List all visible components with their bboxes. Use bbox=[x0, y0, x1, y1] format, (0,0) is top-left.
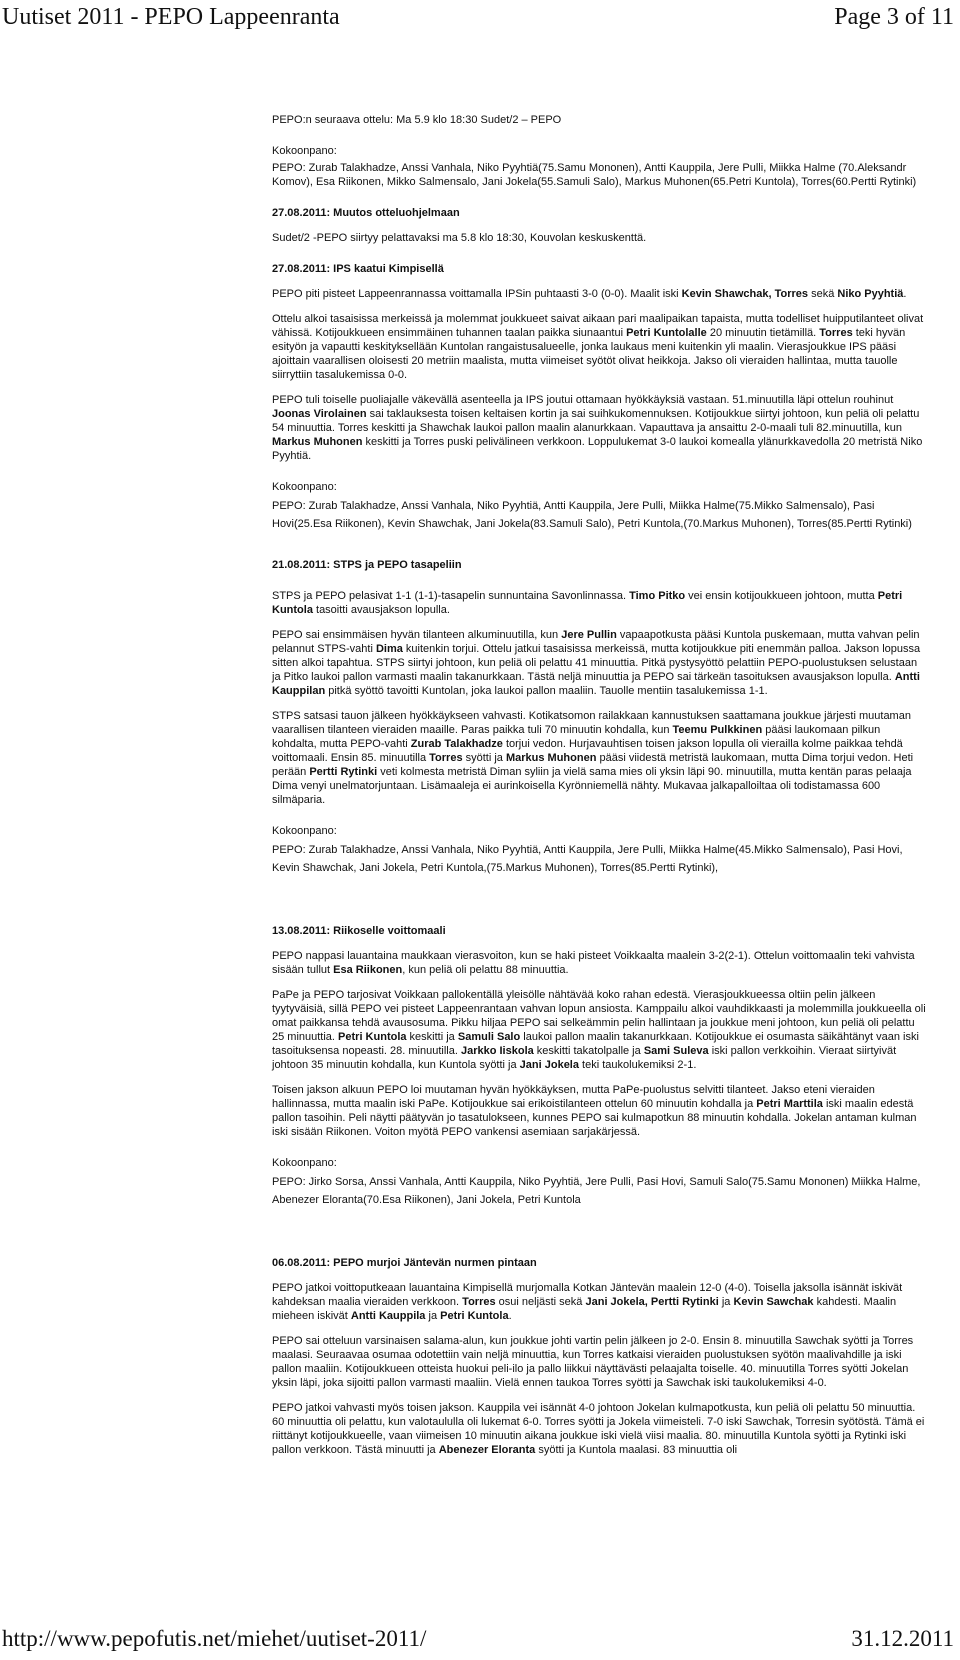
news-date: 27.08.2011: IPS kaatui Kimpisellä bbox=[272, 263, 444, 275]
lineup-label: Kokoonpano: bbox=[272, 145, 337, 157]
lineup-label: Kokoonpano: bbox=[272, 1157, 337, 1169]
news-paragraph: Toisen jakson alkuun PEPO loi muutaman hyvän hyökkäyksen, mutta PaPe-puolustus selvitti tilanteet. Jakso eteni vieraiden hallinnassa, mutta maalin iski PaPe. Kotijoukkue sai erikoistilanteen ottelun 60 minuutin kohdalla ja Petri Marttila iski maalin edestä pallon tasoihin. Peli näytti päätyvän jo tasatulokseen, kunnes PEPO sai kulmapotkun 88 minuutin kohdalla. Jokelan antaman kulman iski sisään Riikonen. Voiton myötä PEPO vankensi asemiaan sarjakärjessä. bbox=[272, 1084, 917, 1138]
news-paragraph: PEPO tuli toiselle puoliajalle väkevällä asenteella ja IPS joutui ottamaan hyökkäyksiä vastaan. 51.minuutilla läpi ottelun rouhinut Joonas Virolainen sai taklauksesta toisen keltaisen kortin ja sai suihkukomennuksen. Kotijoukkue siirtyi johtoon, kun peliä oli pelattu 54 minuuttia. Torres keskitti ja Shawchak laukoi pallon maalin alanurkkaan. Vapauttava ja ansaittu 2-0-maali tuli 82.minuutilla, kun Markus Muhonen keskitti ja Torres puski pelivälineen verkkoon. Loppulukemat 3-0 laukoi komealla ylänurkkavedolla 20 metristä Niko Pyyhtiä. bbox=[272, 394, 923, 462]
page-url: http://www.pepofutis.net/miehet/uutiset-2011/ bbox=[2, 1626, 427, 1651]
article-body bbox=[272, 113, 926, 1468]
news-paragraph: Ottelu alkoi tasaisissa merkeissä ja molemmat joukkueet saivat aikaan pari maalipaikan tapaista, mutta todelliset huipputilanteet olivat vähissä. Kotijoukkueen ensimmäinen tuhannen taalan paikka siunaantui Petri Kuntolalle 20 minuutin tietämillä. Torres teki hyvän esityön ja vapautti keskityksellään Kuntolan rangaistusalueelle, jonka laukaus meni kuitenkin yli maalin. Vierasjoukkue IPS pääsi ajoittain vaarallisen oloisesti 20 metriin maalista, mutta viimeiset syötöt olivat heikkoja. Jakso oli vieraiden hallintaa, mutta tauolle siirryttiin tasalukemissa 0-0. bbox=[272, 313, 924, 381]
print-date: 31.12.2011 bbox=[851, 1626, 954, 1651]
news-paragraph: PaPe ja PEPO tarjosivat Voikkaan pallokentällä yleisölle nähtävää koko rahan edestä. Vierasjoukkueessa oltiin pelin jälkeen tyytyväisiä, sillä PEPO vei pisteet Lappeenrantaan vahvan lopun ansiosta. Kamppailu alkoi vauhdikkaasti ja molemmilla joukkueella oli omat paikkansa tehdä avausosuma. Pikku hiljaa PEPO sai selkeämmin pelin hallintaan ja joukkue meni johtoon, kun peliä oli pelattu 25 minuuttia. Petri Kuntola keskitti ja Samuli Salo laukoi pallon maalin takanurkkaan. Kotijoukkue ei osumasta säikähtänyt vaan iski tasoituksensa nopeasti. 28. minuutilla. Jarkko Iiskola keskitti takatolpalle ja Sami Suleva iski pallon verkkoihin. Vieraat siirtyivät johtoon 35 minuutin kohdalla, kun Kuntola syötti ja Jani Jokela teki taukolukemiksi 2-1. bbox=[272, 989, 926, 1071]
lineup-label: Kokoonpano: bbox=[272, 481, 337, 493]
news-paragraph: PEPO sai ensimmäisen hyvän tilanteen alkuminuutilla, kun Jere Pullin vapaapotkusta pääsi Kuntola puskemaan, mutta vahvan pelin pelannut STPS-vahti Dima kuitenkin torjui. Ottelu jatkui tasaisissa merkeissä, mutta kotijoukkue piti enemmän palloa. Jakson lopussa sitten alkoi tapahtua. STPS siirtyi johtoon, kun peliä oli pelattu 41 minuuttia. Pitkä pystysyöttö pelattiin PEPO-puolustuksen selustaan ja Pitko laukoi pallon varmasti maalin takanurkkaan. Tästä neljä minuuttia ja PEPO sai tärkeän tasoituksen avausjakson lopulla. Antti Kauppilan pitkä syöttö tavoitti Kuntolan, joka laukoi pallon maaliin. Tauolle mentiin tasalukemissa 1-1. bbox=[272, 629, 921, 697]
lineup-text: PEPO: Jirko Sorsa, Anssi Vanhala, Antti Kauppila, Niko Pyyhtiä, Jere Pulli, Pasi Hovi, Samuli Salo(75.Samu Mononen) Miikka Halme, Abenezer Eloranta(70.Esa Riikonen), Jani Jokela, Petri Kuntola bbox=[272, 1176, 921, 1206]
news-date: 06.08.2011: PEPO murjoi Jäntevän nurmen pintaan bbox=[272, 1257, 537, 1269]
news-paragraph: STPS ja PEPO pelasivat 1-1 (1-1)-tasapelin sunnuntaina Savonlinnassa. Timo Pitko vei ensin kotijoukkueen johtoon, mutta Petri Kuntola tasoitti avausjakson lopulla. bbox=[272, 590, 903, 616]
page-number: Page 3 of 11 bbox=[834, 4, 954, 30]
news-paragraph: PEPO jatkoi voittoputkeaan lauantaina Kimpisellä murjomalla Kotkan Jäntevän maalein 12-0 (4-0). Toisella jaksolla isännät iskivät kahdeksan maalia vieraiden verkkoon. Torres osui neljästi sekä Jani Jokela, Pertti Rytinki ja Kevin Sawchak kahdesti. Maalin mieheen iskivät Antti Kauppila ja Petri Kuntola. bbox=[272, 1282, 903, 1322]
news-paragraph: PEPO piti pisteet Lappeenrannassa voittamalla IPSin puhtaasti 3-0 (0-0). Maalit iski Kevin Shawchak, Torres sekä Niko Pyyhtiä. bbox=[272, 288, 907, 300]
news-paragraph: Sudet/2 -PEPO siirtyy pelattavaksi ma 5.8 klo 18:30, Kouvolan keskuskenttä. bbox=[272, 232, 647, 244]
page-footer bbox=[0, 1622, 960, 1656]
lineup-text: PEPO: Zurab Talakhadze, Anssi Vanhala, Niko Pyyhtiä(75.Samu Mononen), Antti Kauppila, Jere Pulli, Miikka Halme (70.Aleksandr Komov), Esa Riikonen, Mikko Salmensalo, Jani Jokela(55.Samuli Salo), Markus Muhonen(65.Petri Kuntola), Torres(60.Pertti Rytinki) bbox=[272, 162, 917, 188]
news-paragraph: PEPO nappasi lauantaina maukkaan vierasvoiton, kun se haki pisteet Voikkaalta maalein 3-2(2-1). Ottelun voittomaalin teki vahvista sisään tullut Esa Riikonen, kun peliä oli pelattu 88 minuuttia. bbox=[272, 950, 915, 976]
lineup-text: PEPO: Zurab Talakhadze, Anssi Vanhala, Niko Pyyhtiä, Antti Kauppila, Jere Pulli, Miikka Halme(75.Mikko Salmensalo), Pasi Hovi(25.Esa Riikonen), Kevin Shawchak, Jani Jokela(83.Samuli Salo), Petri Kuntola,(70.Markus Muhonen), Torres(85.Pertti Rytinki) bbox=[272, 500, 912, 530]
news-date: 21.08.2011: STPS ja PEPO tasapeliin bbox=[272, 559, 462, 571]
next-game: PEPO:n seuraava ottelu: Ma 5.9 klo 18:30 Sudet/2 – PEPO bbox=[272, 114, 562, 126]
lineup-text: PEPO: Zurab Talakhadze, Anssi Vanhala, Niko Pyyhtiä, Antti Kauppila, Jere Pulli, Miikka Halme(45.Mikko Salmensalo), Pasi Hovi, Kevin Shawchak, Jani Jokela, Petri Kuntola,(75.Markus Muhonen), Torres(85.Pertti Rytinki), bbox=[272, 844, 903, 874]
news-paragraph: PEPO sai otteluun varsinaisen salama-alun, kun joukkue johti vartin pelin jälkeen jo 2-0. Ensin 8. minuutilla Sawchak syötti ja Torres maalasi. Seuraavaa osumaa odotettiin vain neljä minuuttia, kun Torres katkaisi vieraiden puolustuksen syötön maalivahdille ja iski pallon maaliin. Kotijoukkueen otteista huokui peli-ilo ja pallo liikkui näyttävästi pelaajalta toiselle. 40. minuutilla Torres syötti Jokelan yksin läpi, joka sijoitti pallon varmasti maaliin. Vielä ennen taukoa Torres syötti ja Sawchak iski taukolukemiksi 4-0. bbox=[272, 1335, 914, 1389]
news-date: 27.08.2011: Muutos otteluohjelmaan bbox=[272, 207, 460, 219]
lineup-label: Kokoonpano: bbox=[272, 825, 337, 837]
news-paragraph: PEPO jatkoi vahvasti myös toisen jakson. Kauppila vei isännät 4-0 johtoon Jokelan kulmapotkusta, kun peliä oli pelattu 50 minuuttia. 60 minuuttia oli pelattu, kun valotaululla oli lukemat 6-0. Torres syötti ja Jokela viimeisteli. 7-0 iski Sawchak, Torresin syötöstä. Tämä ei riittänyt kotijoukkueelle, vaan viimeisen 10 minuutin aikana joukkue iski vielä viisi maalia. 80. minuutilla Kuntola syötti ja Rytinki iski pallon verkkoon. Tästä minuutti ja Abenezer Eloranta syötti ja Kuntola maalasi. 83 minuuttia oli bbox=[272, 1402, 925, 1456]
page-title: Uutiset 2011 - PEPO Lappeenranta bbox=[2, 4, 340, 30]
news-paragraph: STPS satsasi tauon jälkeen hyökkäykseen vahvasti. Kotikatsomon railakkaan kannustuksen saattamana joukkue järjesti muutaman vaarallisen tilanteen vieraiden maaille. Paras paikka tuli 70 minuutin kohdalla, kun Teemu Pulkkinen pääsi laukomaan pilkun kohdalta, mutta PEPO-vahti Zurab Talakhadze torjui vedon. Hurjavauhtisen toisen jakson lopulla oli vierailla kolme paikkaa tehdä voittomaali. Ensin 85. minuutilla Torres syötti ja Markus Muhonen pääsi viidestä metristä laukomaan, mutta Dima torjui vedon. Heti perään Pertti Rytinki veti kolmesta metristä Diman syliin ja vielä sama mies oli yksin läpi 90. minuutilla, mutta kentän paras pelaaja Dima venyi unelmatorjuntaan. Lisämaaleja ei aurinkoisella Kyrönniemellä nähty. Mukavaa jalkapalloiltaa oli todistamassa 600 silmäparia. bbox=[272, 710, 914, 806]
news-date: 13.08.2011: Riikoselle voittomaali bbox=[272, 925, 446, 937]
page-header bbox=[0, 0, 960, 34]
